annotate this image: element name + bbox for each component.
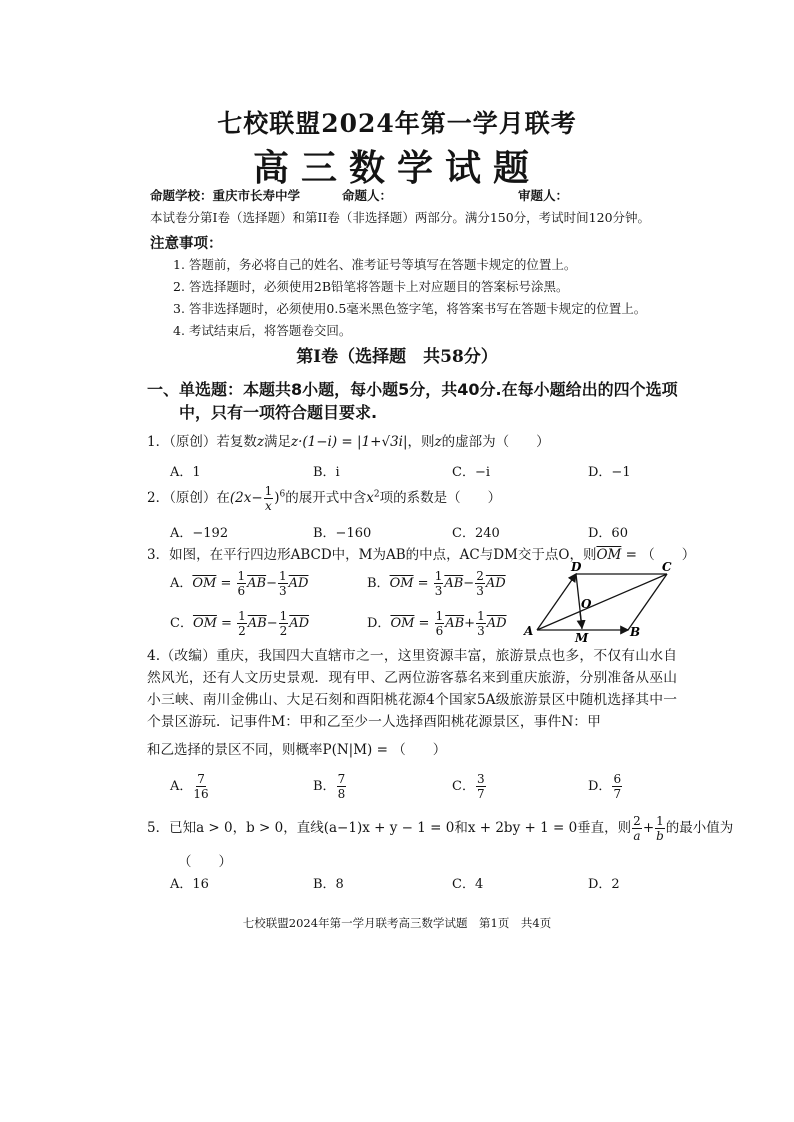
question-3-stem: 3．如图，在平行四边形ABCD中，M为AB的中点，AC与DM交于点O，则$\overline{OM}$ = （ ）: [147, 547, 696, 563]
notice-item: 2. 答选择题时，必须使用2B铅笔将答题卡上对应题目的答案标号涂黑。: [173, 279, 569, 294]
q1-option-c: C．−i: [452, 465, 490, 480]
label-o: O: [581, 597, 592, 611]
q4-option-a: A． $\frac{7}{16}$: [170, 772, 209, 801]
page-footer: 七校联盟2024年第一学月联考高三数学试题 第1页 共4页: [242, 916, 552, 930]
q3-option-c: C．$\overline{OM}$ = $\frac{1}{2}$ $\overline{AB}-$ $\frac{1}{2}$ $\overline{AD}$: [170, 609, 310, 638]
q3-parallelogram-figure: [520, 560, 680, 645]
q5-option-d: D．2: [588, 877, 620, 892]
q2-option-c: C．240: [452, 526, 500, 541]
part-heading-line2: 中，只有一项符合题目要求.: [179, 403, 378, 422]
q4-option-b: B． $\frac{7}{8}$: [313, 772, 346, 801]
q2-option-b: B．−160: [313, 526, 372, 541]
reviewer-label: 审题人：: [518, 188, 569, 203]
exam-subtitle: 高三数学试题: [252, 147, 541, 189]
q1-option-d: D．−1: [588, 465, 631, 480]
exam-title: 七校联盟2024年第一学月联考: [217, 109, 577, 138]
question-2-stem: 2．（原创）在(2x− $\frac{1}{x}$ )$^6$的展开式中含$x^2$项的系数是（ ）: [147, 484, 502, 513]
q5-option-a: A．16: [170, 877, 209, 892]
q5-option-b: B．8: [313, 877, 344, 892]
author-label: 命题人：: [342, 188, 393, 203]
q5-option-c: C．4: [452, 877, 484, 892]
question-4-stem-end: 和乙选择的景区不同，则概率P(N|M) = （ ）: [147, 742, 447, 758]
q1-option-a: A．1: [170, 465, 201, 480]
q3-option-d: D．$\overline{OM}$ = $\frac{1}{6}$ $\overline{AB}+$ $\frac{1}{3}$ $\overline{AD}$: [367, 609, 507, 638]
school-label: 命题学校：重庆市长寿中学: [150, 188, 301, 203]
q2-option-a: A．−192: [170, 526, 229, 541]
q4-option-c: C． $\frac{3}{7}$: [452, 772, 485, 801]
part-heading-line1: 一、单选题：本题共8小题，每小题5分，共40分.在每小题给出的四个选项: [147, 380, 678, 399]
label-b: B: [630, 625, 641, 639]
label-d: D: [571, 560, 582, 574]
notice-heading: 注意事项：: [150, 235, 223, 252]
q2-option-d: D．60: [588, 526, 628, 541]
q3-option-b: B．$\overline{OM}$ = $\frac{1}{3}$ $\overline{AB}-$ $\frac{2}{3}$ $\overline{AD}$: [367, 569, 506, 598]
notice-item: 1. 答题前，务必将自己的姓名、准考证号等填写在答题卡规定的位置上。: [173, 257, 577, 272]
label-c: C: [662, 560, 672, 574]
notice-item: 3. 答非选择题时，必须使用0.5毫米黑色签字笔，将答案书写在答题卡规定的位置上。: [173, 301, 647, 316]
label-m: M: [575, 631, 589, 645]
notice-item: 4. 考试结束后，将答题卷交回。: [173, 323, 352, 338]
question-1-stem: 1．（原创）若复数z满足z·(1−i) = |1+√3i|，则z的虚部为（ ）: [147, 434, 550, 450]
q5-answer-paren: （ ）: [178, 854, 232, 870]
section-title: 第I卷（选择题 共58分）: [296, 347, 498, 367]
q1-option-b: B．i: [313, 465, 340, 480]
q4-option-d: D． $\frac{6}{7}$: [588, 772, 622, 801]
q1-expression: z·(1−i) = |1+√3i|: [290, 434, 408, 450]
question-5-stem: 5．已知a > 0，b > 0，直线(a−1)x + y − 1 = 0和x + 2by + 1 = 0垂直，则 $\frac{2}{a}$ + $\frac{1}{b}$ 的最小值为: [147, 814, 734, 843]
q3-option-a: A．$\overline{OM}$ = $\frac{1}{6}$ $\overline{AB}-$ $\frac{1}{3}$ $\overline{AD}$: [170, 569, 309, 598]
question-4-stem: 4.（改编）重庆，我国四大直辖市之一，这里资源丰富，旅游景点也多，不仅有山水自然风光，还有人文历史景观．现有甲、乙两位游客慕名来到重庆旅游，分别准备从巫山小三峡、南川金佛山、大足石刻和酉阳桃花源4个国家5A级旅游景区中随机选择其中一个景区游玩．记事件M：甲和乙至少一人选择酉阳桃花源景区，事件N：甲: [147, 648, 677, 730]
label-a: A: [524, 624, 534, 638]
intro-text: 本试卷分第I卷（选择题）和第II卷（非选择题）两部分。满分150分，考试时间120分钟。: [150, 210, 651, 225]
